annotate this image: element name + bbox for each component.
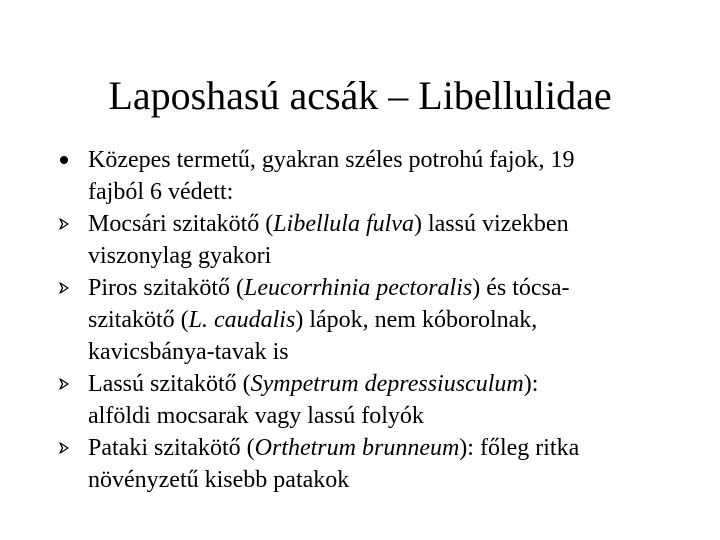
text-segment: Pataki szitakötő ( (88, 435, 255, 461)
item-text-line (88, 272, 680, 304)
item-text-line (88, 464, 680, 496)
item-text-line (88, 336, 680, 368)
arrow-right-shape (58, 442, 70, 454)
item-text-line (88, 368, 680, 400)
text-segment: ): főleg ritka (459, 435, 580, 461)
arrow-right-shape (58, 282, 70, 294)
species-name: Libellula fulva (273, 211, 414, 237)
slide-title: Laposhasú acsák – Libellulidae (108, 73, 612, 118)
list-item (0, 368, 720, 432)
text-segment: Lassú szitakötő ( (88, 371, 251, 397)
item-text-line (88, 240, 680, 272)
text-segment: alföldi mocsarak vagy lassú folyók (88, 403, 424, 429)
species-name: Leucorrhinia pectoralis (244, 275, 473, 301)
text-segment: Közepes termetű, gyakran széles potrohú fajok, 19 (88, 147, 575, 173)
item-text-line (88, 144, 680, 176)
list-item (0, 208, 720, 272)
text-segment: ) és tócsa- (472, 275, 570, 301)
bullet-dot-icon (54, 144, 74, 176)
text-segment: ) lassú vizekben (413, 211, 569, 237)
bullet-dot-shape (60, 156, 68, 164)
text-segment: Piros szitakötő ( (88, 275, 244, 301)
list-item (0, 144, 720, 208)
bullet-list (0, 144, 720, 496)
text-segment: ): (523, 371, 539, 397)
arrow-right-icon (54, 368, 74, 400)
species-name: L. caudalis (188, 307, 296, 333)
text-segment: kavicsbánya-tavak is (88, 339, 289, 365)
arrow-right-shape (58, 378, 70, 390)
text-segment: Mocsári szitakötő ( (88, 211, 274, 237)
text-segment: ) lápok, nem kóborolnak, (295, 307, 538, 333)
text-segment: növényzetű kisebb patakok (88, 467, 350, 493)
item-text-line (88, 176, 680, 208)
text-segment: viszonylag gyakori (88, 243, 272, 269)
list-item (0, 272, 720, 368)
species-name: Sympetrum depressiusculum (250, 371, 524, 397)
text-segment: szitakötő ( (88, 307, 189, 333)
arrow-right-icon (54, 272, 74, 304)
species-name: Orthetrum brunneum (254, 435, 460, 461)
item-text-line (88, 400, 680, 432)
text-segment: fajból 6 védett: (88, 179, 234, 205)
arrow-right-icon (54, 208, 74, 240)
item-text-line (88, 432, 680, 464)
list-item (0, 432, 720, 496)
arrow-right-icon (54, 432, 74, 464)
item-text-line (88, 208, 680, 240)
arrow-right-shape (58, 218, 70, 230)
item-text-line (88, 304, 680, 336)
